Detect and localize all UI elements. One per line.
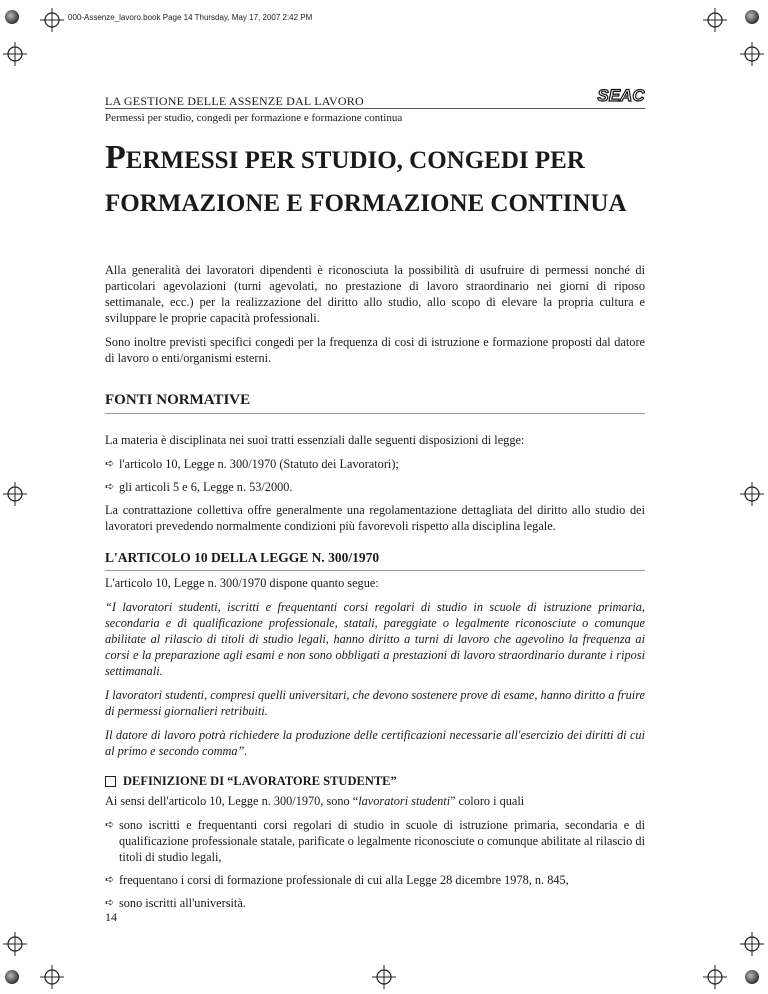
articolo-lead: L'articolo 10, Legge n. 300/1970 dispone quanto segue:: [105, 576, 379, 590]
title-line2: FORMAZIONE E FORMAZIONE CONTINUA: [105, 190, 627, 217]
arrow-bullet-icon: ➪: [105, 458, 115, 470]
checkbox-square-icon: [105, 776, 116, 787]
registration-mark-icon: [3, 42, 27, 66]
registration-mark-icon: [740, 932, 764, 956]
list-item: ➪ frequentano i corsi di formazione professionale di cui alla Legge 28 dicembre 1978, n. 845,: [105, 873, 569, 887]
quote-paragraph: “I lavoratori studenti, iscritti e frequentanti corsi regolari di studio in scuole di istruzione primaria, secondaria e di qualificazione professionale, statali, pareggiate o legalmente riconosciute o comunque abilitate al rilascio di titoli di studio legali, hanno diritto a turni di lavoro che agevolino la frequenza ai corsi e la preparazione agli esami e non sono obbligati a prestazioni di lavoro straordinario durante i riposi settimanali.: [105, 600, 645, 678]
intro-paragraph: Sono inoltre previsti specifici congedi per la frequenza di cosi di istruzione e formazione proposti dal datore di lavoro o enti/organismi esterni.: [105, 335, 645, 365]
title-line1: ERMESSI PER STUDIO, CONGEDI PER: [125, 147, 585, 174]
title-drop-letter: P: [105, 139, 126, 176]
fonti-lead: La materia è disciplinata nei suoi tratti essenziali dalle seguenti disposizioni di legge:: [105, 433, 525, 447]
list-item: ➪ l'articolo 10, Legge n. 300/1970 (Statuto dei Lavoratori);: [105, 457, 399, 471]
svg-text:SEAC: SEAC: [597, 86, 645, 105]
color-dot-icon: [745, 10, 759, 24]
registration-mark-icon: [40, 965, 64, 989]
registration-mark-icon: [372, 965, 396, 989]
color-dot-icon: [5, 10, 19, 24]
registration-mark-icon: [740, 482, 764, 506]
arrow-bullet-icon: ➪: [105, 819, 115, 831]
registration-mark-icon: [3, 932, 27, 956]
quote-paragraph: I lavoratori studenti, compresi quelli universitari, che devono sostenere prove di esame, hanno diritto a fruire di permessi giornalieri retribuiti.: [105, 688, 645, 718]
chapter-title: [105, 138, 665, 227]
registration-mark-icon: [740, 42, 764, 66]
definizione-lead: Ai sensi dell'articolo 10, Legge n. 300/1970, sono “lavoratori studenti” coloro i quali: [105, 794, 525, 808]
registration-mark-icon: [40, 8, 64, 32]
registration-mark-icon: [3, 482, 27, 506]
arrow-bullet-icon: ➪: [105, 897, 115, 909]
print-slug: 000-Assenze_lavoro.book Page 14 Thursday, May 17, 2007 2:42 PM: [68, 13, 313, 22]
fonti-closing: La contrattazione collettiva offre generalmente una regolamentazione dettagliata del diritto allo studio dei lavoratori prevedendo normalmente condizioni più favorevoli rispetto alla disciplina legale.: [105, 503, 645, 533]
registration-mark-icon: [703, 965, 727, 989]
list-item: ➪ sono iscritti e frequentanti corsi regolari di studio in scuole di istruzione primaria, secondaria e di qualificazione professionale statale, parificate o legalmente riconosciute o comunque abilitate al rilascio di titoli di studio legali,: [105, 818, 645, 864]
list-item: ➪ gli articoli 5 e 6, Legge n. 53/2000.: [105, 480, 293, 494]
page-body: [105, 262, 645, 918]
intro-paragraph: Alla generalità dei lavoratori dipendenti è riconosciuta la possibilità di usufruire di permessi nonché di particolari agevolazioni (turni agevolati, no prestazione di lavoro straordinario nei giorni di riposo settimanale, ecc.) per la realizzazione del diritto allo studio, allo scopo di elevare la propria cultura e sviluppare le proprie capacità professionali.: [105, 263, 645, 325]
arrow-bullet-icon: ➪: [105, 481, 115, 493]
color-dot-icon: [5, 970, 19, 984]
section-heading-articolo: L'ARTICOLO 10 DELLA LEGGE N. 300/1970: [105, 550, 645, 571]
running-header-subtitle: Permessi per studio, congedi per formazione e formazione continua: [105, 112, 403, 124]
page-number: 14: [105, 910, 117, 924]
color-dot-icon: [745, 970, 759, 984]
running-header-title: LA GESTIONE DELLE ASSENZE DAL LAVORO: [105, 94, 364, 108]
subsection-heading-definizione: DEFINIZIONE DI “LAVORATORE STUDENTE”: [105, 773, 645, 789]
section-heading-fonti: FONTI NORMATIVE: [105, 392, 645, 414]
arrow-bullet-icon: ➪: [105, 874, 115, 886]
quote-paragraph: Il datore di lavoro potrà richiedere la produzione delle certificazioni necessarie all'esercizio dei diritti di cui al primo e secondo comma”.: [105, 728, 645, 758]
list-item: ➪ sono iscritti all'università.: [105, 896, 246, 910]
seac-logo: [597, 84, 645, 106]
header-rule: [105, 108, 645, 109]
registration-mark-icon: [703, 8, 727, 32]
